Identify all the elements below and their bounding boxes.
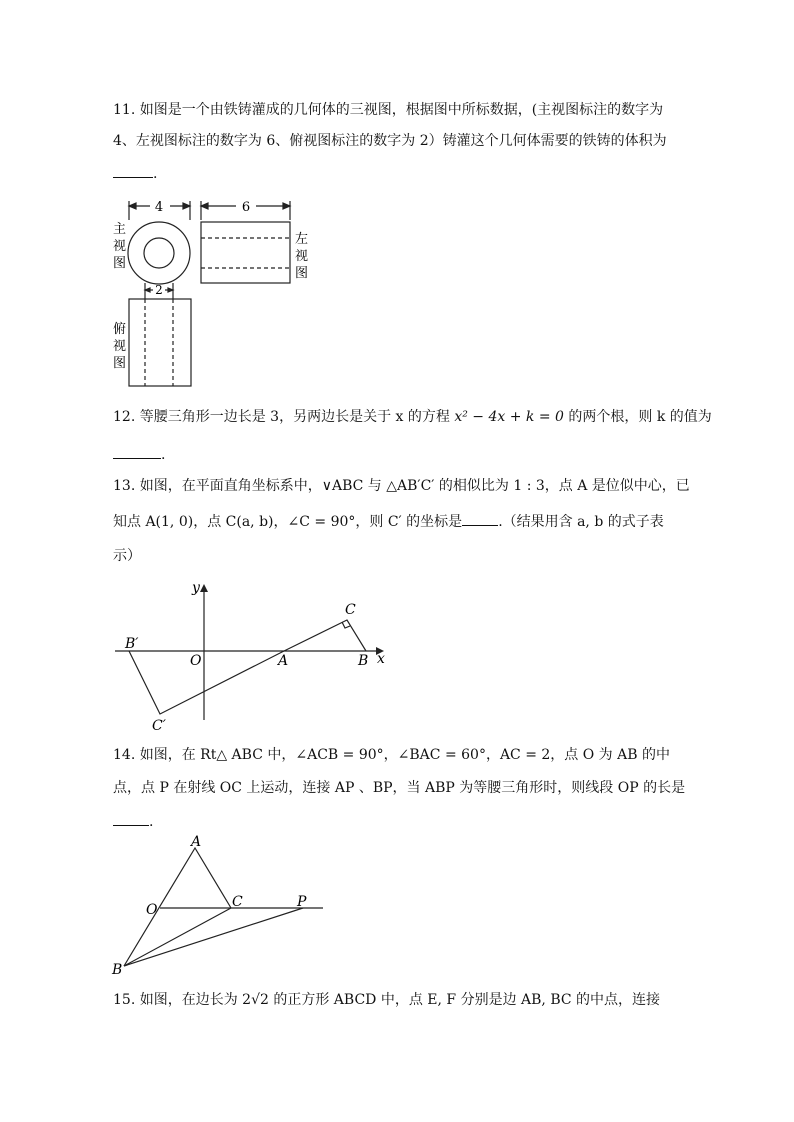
front-label-3: 图 <box>113 256 127 271</box>
left-label-2: 视 <box>295 249 309 264</box>
label-b: B <box>112 962 123 978</box>
answer-blank[interactable] <box>462 511 498 526</box>
label-a: A <box>278 653 289 669</box>
q14-period: . <box>149 814 154 830</box>
q12-text-b: 的两个根，则 k 的值为 <box>568 409 712 425</box>
q11-line-2: 4、左视图标注的数字为 6、俯视图标注的数字为 2）铸灌这个几何体需要的铁铸的体积为 <box>113 133 667 149</box>
q13-line-3: 示） <box>113 548 141 564</box>
label-x: x <box>377 651 385 667</box>
front-label-1: 主 <box>113 222 127 237</box>
label-p: P <box>297 894 307 910</box>
triangle-ab-prime-c-prime <box>129 651 284 714</box>
label-c: C <box>345 602 356 618</box>
q13-text: 知点 A(1, 0)，点 C(a, b)，∠C = 90°，则 C′ 的坐标是 <box>113 514 463 530</box>
top-label-3: 图 <box>113 356 127 371</box>
left-label-3: 图 <box>295 266 309 281</box>
top-view-rect <box>129 299 191 386</box>
q12-equation: x² − 4x + k = 0 <box>454 409 564 425</box>
answer-blank[interactable] <box>113 811 149 826</box>
label-o: O <box>190 653 202 669</box>
left-view-rect <box>201 222 290 283</box>
front-label-2: 视 <box>113 239 127 254</box>
front-view-inner-circle <box>144 238 174 268</box>
q14-line-1: 14. 如图，在 Rt△ ABC 中，∠ACB = 90°，∠BAC = 60°，AC = 2，点 O 为 AB 的中 <box>113 747 670 763</box>
answer-blank[interactable] <box>113 163 153 178</box>
dim-top: 2 <box>155 283 163 297</box>
q11-period: . <box>153 166 158 182</box>
dim-left: 6 <box>241 200 251 215</box>
top-label-2: 视 <box>113 339 127 354</box>
left-label-1: 左 <box>295 232 309 247</box>
q13-line-2 <box>113 511 664 532</box>
top-label-1: 俯 <box>113 322 127 337</box>
q14-line-2: 点，点 P 在射线 OC 上运动，连接 AP 、BP，当 ABP 为等腰三角形时，则线段 OP 的长是 <box>113 780 686 796</box>
q12-line-1 <box>113 407 712 427</box>
label-c: C <box>232 894 243 910</box>
q14-triangle-figure <box>110 830 330 978</box>
label-a: A <box>191 834 202 850</box>
q13-line-1: 13. 如图，在平面直角坐标系中，∨ABC 与 △AB′C′ 的相似比为 1 : 3，点 A 是位似中心，已 <box>113 478 690 494</box>
q15-line-1: 15. 如图，在边长为 2√2 的正方形 ABCD 中，点 E, F 分别是边 AB, BC 的中点，连接 <box>113 992 661 1008</box>
q11-line-3 <box>113 163 157 184</box>
q13-text-end: .（结果用含 a, b 的式子表 <box>498 514 664 530</box>
label-o: O <box>146 902 158 918</box>
label-c-prime: C′ <box>152 718 166 734</box>
q13-coordinate-figure <box>110 578 400 738</box>
q11-line-1: 11. 如图是一个由铁铸灌成的几何体的三视图，根据图中所标数据，(主视图标注的数字为 <box>113 102 664 118</box>
triangle-abc <box>284 620 366 651</box>
label-y: y <box>192 580 200 596</box>
answer-blank[interactable] <box>113 444 161 459</box>
q12-line-2 <box>113 444 165 465</box>
q12-period: . <box>161 447 166 463</box>
q14-line-3 <box>113 811 153 832</box>
q12-text-a: 12. 等腰三角形一边长是 3，另两边长是关于 x 的方程 <box>113 409 450 425</box>
label-b-prime: B′ <box>125 636 139 652</box>
three-view-figure <box>110 195 310 390</box>
dim-front: 4 <box>154 200 164 215</box>
front-view-outer-circle <box>128 222 190 284</box>
label-b: B <box>358 653 369 669</box>
